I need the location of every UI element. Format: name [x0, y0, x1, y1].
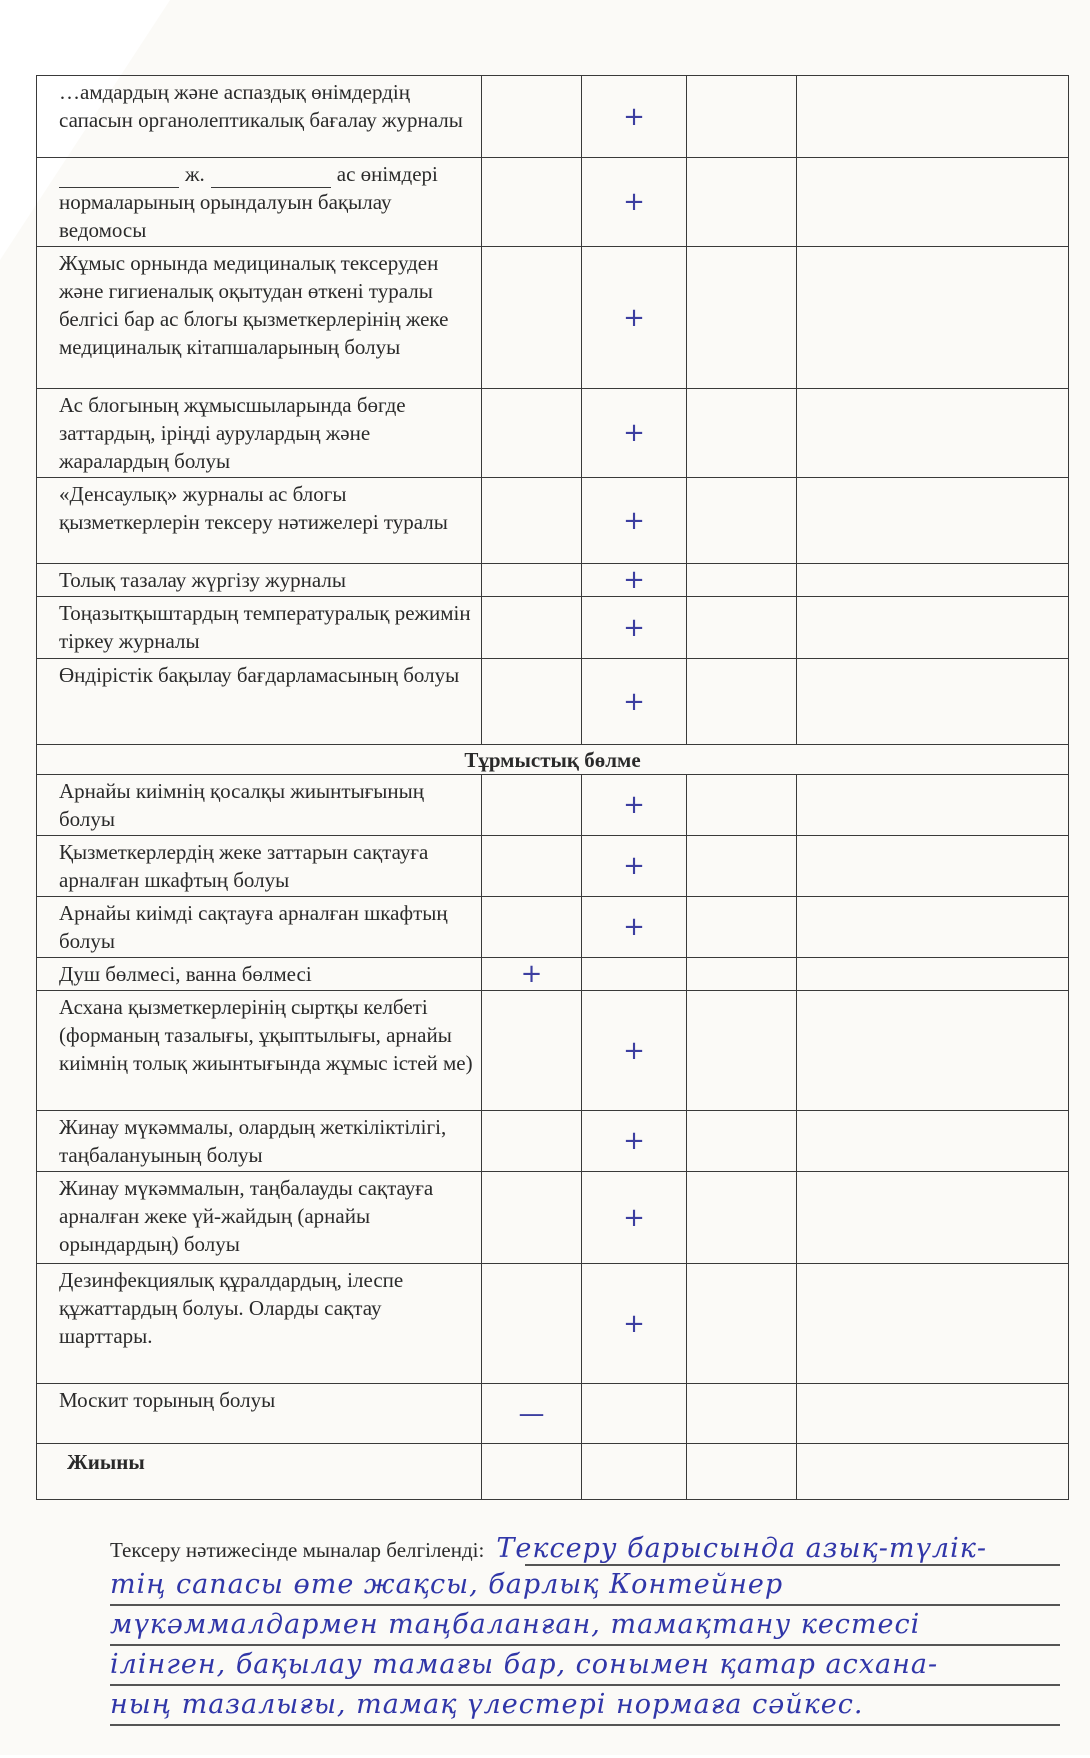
- mark-cell-c3: +: [582, 836, 687, 897]
- mark-cell-c3: +: [582, 564, 687, 597]
- mark-cell-c3: +: [582, 1111, 687, 1172]
- conclusion-section: [110, 1528, 1060, 1758]
- mark-cell-c5: [797, 958, 1069, 991]
- mark-cell-c3: +: [582, 1264, 687, 1384]
- mark-cell-c3: +: [582, 389, 687, 478]
- mark-cell-c3: +: [582, 991, 687, 1111]
- table-row: [37, 958, 1069, 991]
- criterion-label: Жинау мүкәммалы, олардың жеткіліктілігі, таңбалануының болуы: [37, 1111, 482, 1172]
- mark-cell-c4: [687, 597, 797, 659]
- mark-cell-c2: [482, 1172, 582, 1264]
- criterion-label: Арнайы киімнің қосалқы жиынтығының болуы: [37, 775, 482, 836]
- mark-cell-c2: [482, 247, 582, 389]
- table-row: [37, 389, 1069, 478]
- mark-cell-c3: [582, 1384, 687, 1444]
- table-row: [37, 1172, 1069, 1264]
- table-row: [37, 564, 1069, 597]
- mark-cell-c5: [797, 659, 1069, 745]
- mark-cell-c2: [482, 659, 582, 745]
- mark-cell-c5: [797, 389, 1069, 478]
- mark-cell-c4: [687, 958, 797, 991]
- mark-cell-c4: [687, 1384, 797, 1444]
- total-cell: [582, 1444, 687, 1500]
- mark-cell-c3: +: [582, 597, 687, 659]
- total-cell: [482, 1444, 582, 1500]
- mark-cell-c3: +: [582, 158, 687, 247]
- criterion-label: Ас блогының жұмысшыларында бөгде заттардың, іріңді аурулардың және жаралардың болуы: [37, 389, 482, 478]
- mark-cell-c2: [482, 478, 582, 564]
- criterion-label: Душ бөлмесі, ванна бөлмесі: [37, 958, 482, 991]
- mark-cell-c2: [482, 775, 582, 836]
- mark-cell-c5: [797, 775, 1069, 836]
- mark-cell-c3: +: [582, 897, 687, 958]
- criterion-label: «Денсаулық» журналы ас блогы қызметкерлерін тексеру нәтижелері туралы: [37, 478, 482, 564]
- criterion-label: Асхана қызметкерлерінің сыртқы келбеті (форманың тазалығы, ұқыптылығы, арнайы киімнің толық жиынтығында жұмыс істей ме): [37, 991, 482, 1111]
- mark-cell-c4: [687, 836, 797, 897]
- mark-cell-c5: [797, 478, 1069, 564]
- mark-cell-c3: +: [582, 1172, 687, 1264]
- criterion-label: Қызметкерлердің жеке заттарын сақтауға арналған шкафтың болуы: [37, 836, 482, 897]
- mark-cell-c2: [482, 597, 582, 659]
- mark-cell-c5: [797, 1264, 1069, 1384]
- table-row: [37, 247, 1069, 389]
- criterion-label: Өндірістік бақылау бағдарламасының болуы: [37, 659, 482, 745]
- mark-cell-c4: [687, 1264, 797, 1384]
- mark-cell-c4: [687, 991, 797, 1111]
- criterion-label: Москит торының болуы: [37, 1384, 482, 1444]
- section-row: [37, 745, 1069, 775]
- mark-cell-c3: +: [582, 247, 687, 389]
- table-row: [37, 478, 1069, 564]
- criterion-label: Жұмыс орнында медициналық тексеруден және гигиеналық оқытудан өткені туралы белгісі бар ас блогы қызметкерлерінің жеке медициналық кітапшаларының болуы: [37, 247, 482, 389]
- mark-cell-c5: [797, 897, 1069, 958]
- mark-cell-c5: [797, 247, 1069, 389]
- table-row: [37, 775, 1069, 836]
- criterion-label: Толық тазалау жүргізу журналы: [37, 564, 482, 597]
- table-row: [37, 897, 1069, 958]
- total-cell: [687, 1444, 797, 1500]
- handwritten-line-2: тің сапасы өте жақсы, барлық Контейнер: [110, 1569, 784, 1600]
- mark-cell-c3: +: [582, 659, 687, 745]
- table-body: [37, 76, 1069, 1500]
- handwritten-line-5: ның тазалығы, тамақ үлестері нормаға сәйкес.: [110, 1689, 864, 1720]
- mark-cell-c2: [482, 76, 582, 158]
- mark-cell-c2: [482, 564, 582, 597]
- criterion-label: [37, 158, 482, 247]
- criterion-label: Тоңазытқыштардың температуралық режимін тіркеу журналы: [37, 597, 482, 659]
- mark-cell-c4: [687, 158, 797, 247]
- mark-cell-c5: [797, 564, 1069, 597]
- table-row: [37, 597, 1069, 659]
- table-row: [37, 1111, 1069, 1172]
- criterion-label: Жинау мүкәммалын, таңбалауды сақтауға арналған жеке үй-жайдың (арнайы орындардың) болуы: [37, 1172, 482, 1264]
- table-row: [37, 991, 1069, 1111]
- mark-cell-c2: [482, 1264, 582, 1384]
- criterion-label: Арнайы киімді сақтауға арналған шкафтың болуы: [37, 897, 482, 958]
- mark-cell-c3: +: [582, 478, 687, 564]
- mark-cell-c5: [797, 1384, 1069, 1444]
- handwritten-line-4: ілінген, бақылау тамағы бар, сонымен қатар асхана-: [110, 1649, 939, 1680]
- total-cell: [797, 1444, 1069, 1500]
- mark-cell-c4: [687, 775, 797, 836]
- mark-cell-c3: +: [582, 76, 687, 158]
- mark-cell-c4: [687, 1172, 797, 1264]
- mark-cell-c5: [797, 991, 1069, 1111]
- criterion-label: …амдардың және аспаздық өнімдердің сапасын органолептикалық бағалау журналы: [37, 76, 482, 158]
- mark-cell-c5: [797, 76, 1069, 158]
- mark-cell-c5: [797, 836, 1069, 897]
- mark-cell-c3: [582, 958, 687, 991]
- handwritten-line-3: мүкәммалдармен таңбаланған, тамақтану кестесі: [110, 1609, 921, 1640]
- table-row: [37, 1264, 1069, 1384]
- table-row: [37, 1384, 1069, 1444]
- mark-cell-c2: [482, 389, 582, 478]
- mark-cell-c4: [687, 247, 797, 389]
- inspection-table: [36, 75, 1069, 1500]
- total-label: Жиыны: [37, 1444, 482, 1500]
- label-text: ж.: [185, 162, 205, 186]
- criterion-label: Дезинфекциялық құралдардың, ілеспе құжаттардың болуы. Оларды сақтау шарттары.: [37, 1264, 482, 1384]
- mark-cell-c5: [797, 597, 1069, 659]
- mark-cell-c5: [797, 1172, 1069, 1264]
- mark-cell-c4: [687, 76, 797, 158]
- conclusion-intro: Тексеру нәтижесінде мыналар белгіленді:: [110, 1538, 485, 1562]
- mark-cell-c2: [482, 158, 582, 247]
- total-row: [37, 1444, 1069, 1500]
- mark-cell-c2: —: [482, 1384, 582, 1444]
- mark-cell-c4: [687, 659, 797, 745]
- mark-cell-c3: +: [582, 775, 687, 836]
- underline: [110, 1724, 1060, 1726]
- mark-cell-c4: [687, 564, 797, 597]
- section-title: Тұрмыстық бөлме: [37, 745, 1069, 775]
- mark-cell-c4: [687, 1111, 797, 1172]
- label-text: ас өнімдері нормаларының орындалуын бақылау ведомосы: [59, 162, 438, 242]
- blank-line: [211, 167, 331, 188]
- table-row: [37, 836, 1069, 897]
- mark-cell-c2: [482, 1111, 582, 1172]
- mark-cell-c2: +: [482, 958, 582, 991]
- mark-cell-c4: [687, 389, 797, 478]
- mark-cell-c4: [687, 478, 797, 564]
- mark-cell-c5: [797, 1111, 1069, 1172]
- table-row: [37, 659, 1069, 745]
- handwritten-line-1: Тексеру барысында азық-түлік-: [496, 1533, 987, 1564]
- mark-cell-c2: [482, 836, 582, 897]
- mark-cell-c2: [482, 897, 582, 958]
- mark-cell-c5: [797, 158, 1069, 247]
- blank-line: [59, 167, 179, 188]
- table-row: [37, 158, 1069, 247]
- table-row: [37, 76, 1069, 158]
- mark-cell-c2: [482, 991, 582, 1111]
- mark-cell-c4: [687, 897, 797, 958]
